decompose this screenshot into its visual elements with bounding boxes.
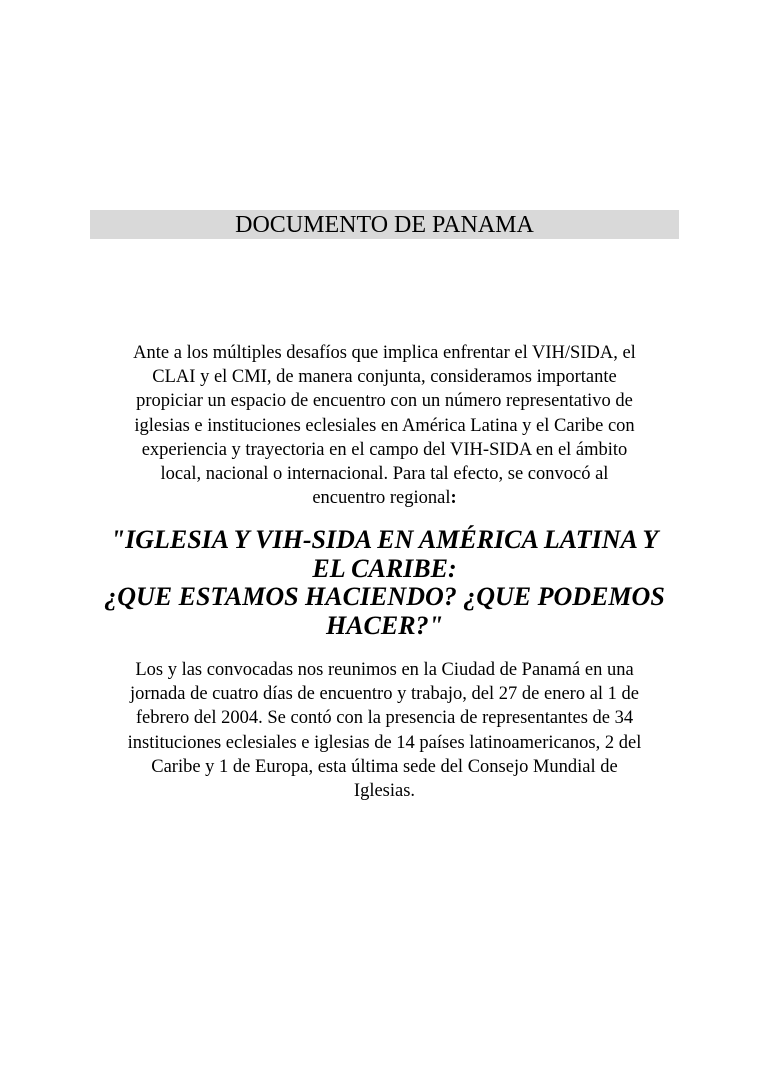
body-line: Iglesias. (353, 781, 416, 802)
body-line: instituciones eclesiales e iglesias de 14 países latinoamericanos, 2 del (127, 732, 642, 753)
intro-line: local, nacional o internacional. Para tal efecto, se convocó al (160, 464, 609, 485)
intro-line: iglesias e instituciones eclesiales en América Latina y el Caribe con (134, 415, 635, 436)
intro-line: experiencia y trayectoria en el campo del VIH-SIDA en el ámbito (141, 439, 628, 460)
intro-last-text: encuentro regional (312, 488, 451, 509)
intro-line-last (90, 486, 679, 510)
event-title-line: ¿QUE ESTAMOS HACIENDO? ¿QUE PODEMOS (104, 582, 665, 611)
body-line: febrero del 2004. Se contó con la presencia de representantes de 34 (135, 708, 634, 729)
body-line: Los y las convocadas nos reunimos en la Ciudad de Panamá en una (135, 660, 634, 680)
document-title: DOCUMENTO DE PANAMA (90, 210, 679, 239)
event-title (90, 526, 679, 640)
body-line: Caribe y 1 de Europa, esta última sede del Consejo Mundial de (151, 756, 618, 777)
body-paragraph (90, 658, 679, 803)
intro-line: propiciar un espacio de encuentro con un número representativo de (136, 391, 633, 412)
intro-line: CLAI y el CMI, de manera conjunta, consideramos importante (152, 367, 617, 388)
intro-line: Ante a los múltiples desafíos que implica enfrentar el VIH/SIDA, el (133, 343, 636, 363)
body-line: jornada de cuatro días de encuentro y trabajo, del 27 de enero al 1 de (129, 684, 640, 705)
event-title-line: EL CARIBE: (312, 553, 457, 583)
intro-colon: : (450, 488, 457, 509)
intro-paragraph (90, 341, 679, 510)
event-title-line: HACER?" (325, 610, 444, 640)
event-title-line: "IGLESIA Y VIH-SIDA EN AMÉRICA LATINA Y (110, 525, 659, 554)
